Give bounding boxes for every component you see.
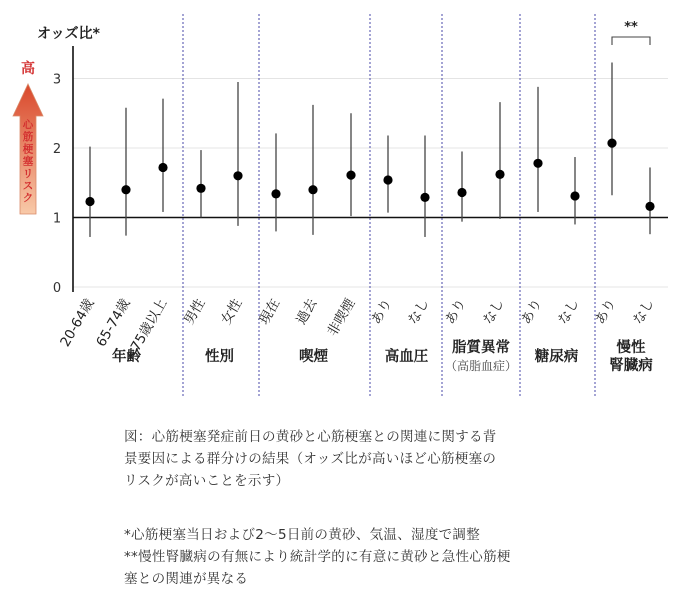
- risk-label-char: 心: [22, 119, 34, 131]
- odds-ratio-point: [607, 139, 616, 148]
- y-tick-label: 2: [52, 142, 62, 157]
- category-label: なし: [630, 296, 658, 328]
- odds-ratio-point: [158, 163, 167, 172]
- odds-ratio-point: [85, 197, 94, 206]
- odds-ratio-point: [346, 171, 355, 180]
- risk-label-char: ク: [22, 192, 34, 205]
- risk-label-char: リ: [22, 167, 34, 180]
- footnote-significance-line-2: 塞との関連が異なる: [124, 571, 249, 587]
- group-sublabel: （高脂血症）: [444, 359, 518, 373]
- category-label: 非喫煙: [324, 296, 359, 340]
- odds-ratio-point: [308, 185, 317, 194]
- category-label: あり: [368, 296, 396, 328]
- category-label: なし: [480, 296, 508, 328]
- odds-ratio-point: [495, 170, 504, 179]
- footnote-adjustment: *心筋梗塞当日および2～5日前の黄砂、気温、湿度で調整: [124, 527, 481, 543]
- y-tick-label: 0: [52, 281, 62, 296]
- odds-ratio-point: [383, 175, 392, 184]
- footnote-significance-line-1: **慢性腎臓病の有無により統計学的に有意に黄砂と急性心筋梗: [124, 549, 511, 565]
- group-label: 慢性: [616, 340, 646, 356]
- odds-ratio-point: [645, 202, 654, 211]
- risk-label-char: ス: [22, 180, 34, 192]
- odds-ratio-point: [233, 171, 242, 180]
- significance-label: **: [624, 20, 638, 35]
- group-sublabel: 腎臓病: [609, 358, 653, 374]
- category-label: 過去: [293, 296, 321, 328]
- figure-caption-line-3: リスクが高いことを示す）: [124, 473, 290, 489]
- odds-ratio-point: [121, 185, 130, 194]
- category-label: なし: [555, 296, 583, 328]
- risk-high-label: 高: [21, 61, 35, 77]
- odds-ratio-point: [271, 189, 280, 198]
- group-label: 糖尿病: [534, 349, 579, 365]
- category-label: 男性: [181, 296, 209, 328]
- category-label: あり: [518, 296, 546, 328]
- category-label: 75歳以上: [127, 296, 171, 354]
- odds-ratio-point: [196, 184, 205, 193]
- category-label: あり: [442, 296, 470, 328]
- group-label: 喫煙: [299, 349, 328, 365]
- significance-bracket: [612, 37, 650, 45]
- y-axis-label: オッズ比*: [37, 26, 100, 42]
- group-label: 高血圧: [384, 349, 429, 365]
- risk-label-char: 筋: [22, 131, 34, 144]
- category-label: 現在: [256, 296, 284, 328]
- category-label: 20-64歳: [57, 296, 98, 350]
- odds-ratio-point: [570, 191, 579, 200]
- category-label: 65-74歳: [93, 296, 134, 350]
- group-label: 年齢: [112, 349, 141, 365]
- figure-caption-line-2: 景要因による群分けの結果（オッズ比が高いほど心筋梗塞の: [124, 451, 497, 467]
- risk-label-char: 梗: [22, 143, 34, 156]
- odds-ratio-point: [420, 193, 429, 202]
- group-label: 性別: [205, 349, 234, 365]
- group-label: 脂質異常: [452, 340, 510, 356]
- y-tick-label: 3: [52, 72, 62, 88]
- odds-ratio-point: [457, 188, 466, 197]
- odds-ratio-point: [533, 159, 542, 168]
- risk-label-char: 塞: [22, 155, 34, 168]
- category-label: なし: [405, 296, 433, 328]
- figure-caption-line-1: 図：心筋梗塞発症前日の黄砂と心筋梗塞との関連に関する背: [124, 429, 497, 445]
- category-label: 女性: [218, 296, 246, 328]
- y-tick-label: 1: [52, 211, 62, 227]
- category-label: あり: [592, 296, 620, 328]
